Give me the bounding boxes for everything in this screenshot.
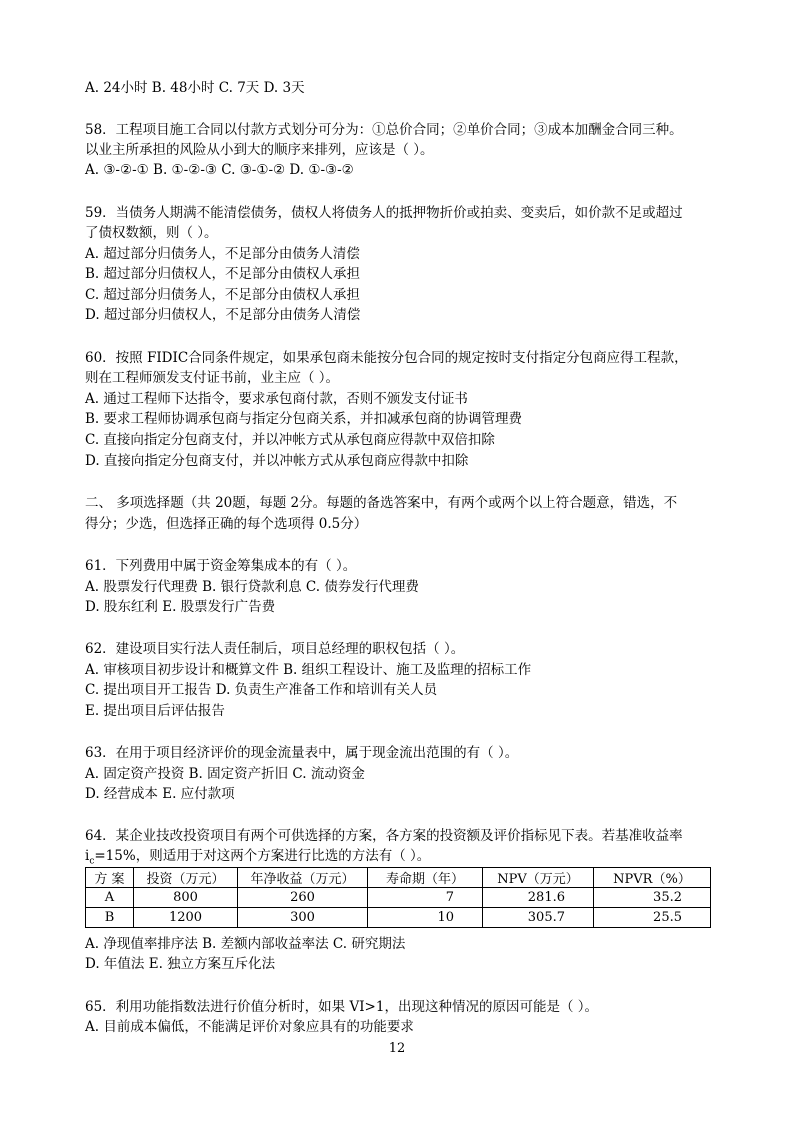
cell-plan: B xyxy=(86,908,134,928)
cell-plan: A xyxy=(86,888,134,908)
q58-stem-line-2: 以业主所承担的风险从小到大的顺序来排列，应该是（ ）。 xyxy=(85,142,434,158)
header-npvr: NPVR（%） xyxy=(594,868,711,888)
q57-options: A. 24小时 B. 48小时 C. 7天 D. 3天 xyxy=(85,80,305,96)
q61-stem: 61．下列费用中属于资金筹集成本的有（ ）。 xyxy=(85,558,357,574)
cell-annual-net-income: 300 xyxy=(238,908,368,928)
q60-option-c: C. 直接向指定分包商支付，并以冲帐方式从承包商应得款中双倍扣除 xyxy=(85,432,495,448)
cell-npvr: 35.2 xyxy=(594,888,711,908)
rate-symbol: i xyxy=(85,848,90,864)
header-npv: NPV（万元） xyxy=(483,868,594,888)
q65-option-a: A. 目前成本偏低，不能满足评价对象应具有的功能要求 xyxy=(85,1019,414,1035)
q62-stem: 62．建设项目实行法人责任制后，项目总经理的职权包括（ ）。 xyxy=(85,641,465,657)
cell-lifespan: 10 xyxy=(368,908,483,928)
section-heading-line-1: 二、 多项选择题（共 20题，每题 2分。每题的备选答案中，有两个或两个以上符合题意，错选，不 xyxy=(85,495,678,511)
table-row xyxy=(86,888,711,908)
header-annual-net-income: 年净收益（万元） xyxy=(238,868,368,888)
q64-evaluation-table xyxy=(85,867,711,928)
q59-stem-line-1: 59．当债务人期满不能清偿债务，债权人将债务人的抵押物折价或拍卖、变卖后，如价款不足或超过 xyxy=(85,205,683,221)
q61-options-line-1: A. 股票发行代理费 B. 银行贷款利息 C. 债券发行代理费 xyxy=(85,579,419,595)
q64-stem-line-1: 64．某企业技改投资项目有两个可供选择的方案，各方案的投资额及评价指标见下表。若基准收益率 xyxy=(85,828,683,844)
q59-stem-line-2: 了债权数额，则（ ）。 xyxy=(85,225,218,241)
q64-options-line-1: A. 净现值率排序法 B. 差额内部收益率法 C. 研究期法 xyxy=(85,936,406,952)
cell-annual-net-income: 260 xyxy=(238,888,368,908)
q64-options-line-2: D. 年值法 E. 独立方案互斥化法 xyxy=(85,956,276,972)
q63-stem: 63．在用于项目经济评价的现金流量表中，属于现金流出范围的有（ ）。 xyxy=(85,745,519,761)
table-row xyxy=(86,908,711,928)
rate-subscript: c xyxy=(89,856,95,867)
header-plan: 方 案 xyxy=(86,868,134,888)
q59-option-b: B. 超过部分归债权人，不足部分由债权人承担 xyxy=(85,266,361,282)
table-header-row xyxy=(86,868,711,888)
rate-rest: =15%，则适用于对这两个方案进行比选的方法有（ ）。 xyxy=(94,848,431,864)
q61-options-line-2: D. 股东红利 E. 股票发行广告费 xyxy=(85,599,276,615)
cell-lifespan: 7 xyxy=(368,888,483,908)
q59-option-a: A. 超过部分归债务人，不足部分由债务人清偿 xyxy=(85,246,360,262)
q60-stem-line-2: 则在工程师颁发支付证书前，业主应（ ）。 xyxy=(85,370,340,386)
section-heading-line-2: 得分；少选，但选择正确的每个选项得 0.5分） xyxy=(85,516,368,532)
q62-options-line-2: C. 提出项目开工报告 D. 负责生产准备工作和培训有关人员 xyxy=(85,682,438,698)
page-number: 12 xyxy=(388,1041,406,1056)
q62-options-line-1: A. 审核项目初步设计和概算文件 B. 组织工程设计、施工及监理的招标工作 xyxy=(85,662,532,678)
q59-option-d: D. 超过部分归债权人，不足部分由债务人清偿 xyxy=(85,307,361,323)
q59-option-c: C. 超过部分归债务人，不足部分由债权人承担 xyxy=(85,287,360,303)
cell-investment: 1200 xyxy=(134,908,238,928)
q63-options-line-2: D. 经营成本 E. 应付款项 xyxy=(85,786,235,802)
cell-investment: 800 xyxy=(134,888,238,908)
header-investment: 投资（万元） xyxy=(134,868,238,888)
q58-options: A. ③-②-① B. ①-②-③ C. ③-①-② D. ①-③-② xyxy=(85,162,354,178)
q60-stem-line-1: 60．按照 FIDIC合同条件规定，如果承包商未能按分包合同的规定按时支付指定分包商应得工程款， xyxy=(85,350,688,366)
q60-option-b: B. 要求工程师协调承包商与指定分包商关系，并扣减承包商的协调管理费 xyxy=(85,411,523,427)
q65-stem: 65．利用功能指数法进行价值分析时，如果 VI>1，出现这种情况的原因可能是（ ）。 xyxy=(85,999,598,1015)
header-lifespan: 寿命期（年） xyxy=(368,868,483,888)
q63-options-line-1: A. 固定资产投资 B. 固定资产折旧 C. 流动资金 xyxy=(85,766,365,782)
q58-stem-line-1: 58．工程项目施工合同以付款方式划分可分为：①总价合同；②单价合同；③成本加酬金合同三种。 xyxy=(85,122,683,138)
q60-option-d: D. 直接向指定分包商支付，并以冲帐方式从承包商应得款中扣除 xyxy=(85,453,469,469)
cell-npvr: 25.5 xyxy=(594,908,711,928)
cell-npv: 305.7 xyxy=(483,908,594,928)
cell-npv: 281.6 xyxy=(483,888,594,908)
q62-options-line-3: E. 提出项目后评估报告 xyxy=(85,703,225,719)
q60-option-a: A. 通过工程师下达指令，要求承包商付款，否则不颁发支付证书 xyxy=(85,391,468,407)
